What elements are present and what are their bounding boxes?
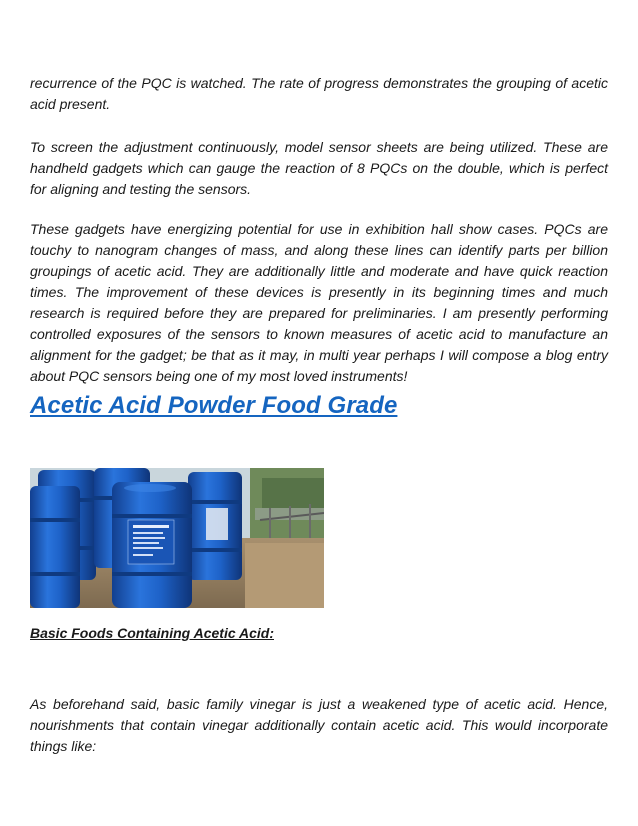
foods-subheading: Basic Foods Containing Acetic Acid: [30, 625, 274, 641]
paragraph-pqc-recurrence: recurrence of the PQC is watched. The rate of progress demonstrates the grouping of acetic acid present. [30, 75, 608, 112]
paragraph-sensor-sheets: To screen the adjustment continuously, model sensor sheets are being utilized. These are handheld gadgets which can gauge the reaction of 8 PQCs on the double, which is perfect for aligning and testing the sensors. [30, 139, 608, 197]
drum-front-center [112, 482, 192, 608]
drum-front-left [30, 486, 80, 608]
drum-back-right [188, 472, 242, 580]
blue-drums-photo [30, 468, 324, 608]
section-heading[interactable]: Acetic Acid Powder Food Grade [30, 392, 398, 419]
paragraph-vinegar: As beforehand said, basic family vinegar is just a weakened type of acetic acid. Hence, nourishments that contain vinegar additionally contain acetic acid. This would incorporate things like: [30, 696, 608, 754]
drums-illustration [30, 468, 324, 608]
paragraph-gadget-potential: These gadgets have energizing potential for use in exhibition hall show cases. PQCs are touchy to nanogram changes of mass, and along these lines can identify parts per billion groupings of acetic acid. They are additionally little and moderate and have quick reaction times. The improvement of these devices is presently in its beginning times and much research is required before they are prepared for preliminaries. I am presently performing controlled exposures of the sensors to known measures of acetic acid to manufacture an alignment for the gadget; be that as it may, in multi year perhaps I will compose a blog entry about PQC sensors being one of my most loved instruments! [30, 221, 608, 384]
